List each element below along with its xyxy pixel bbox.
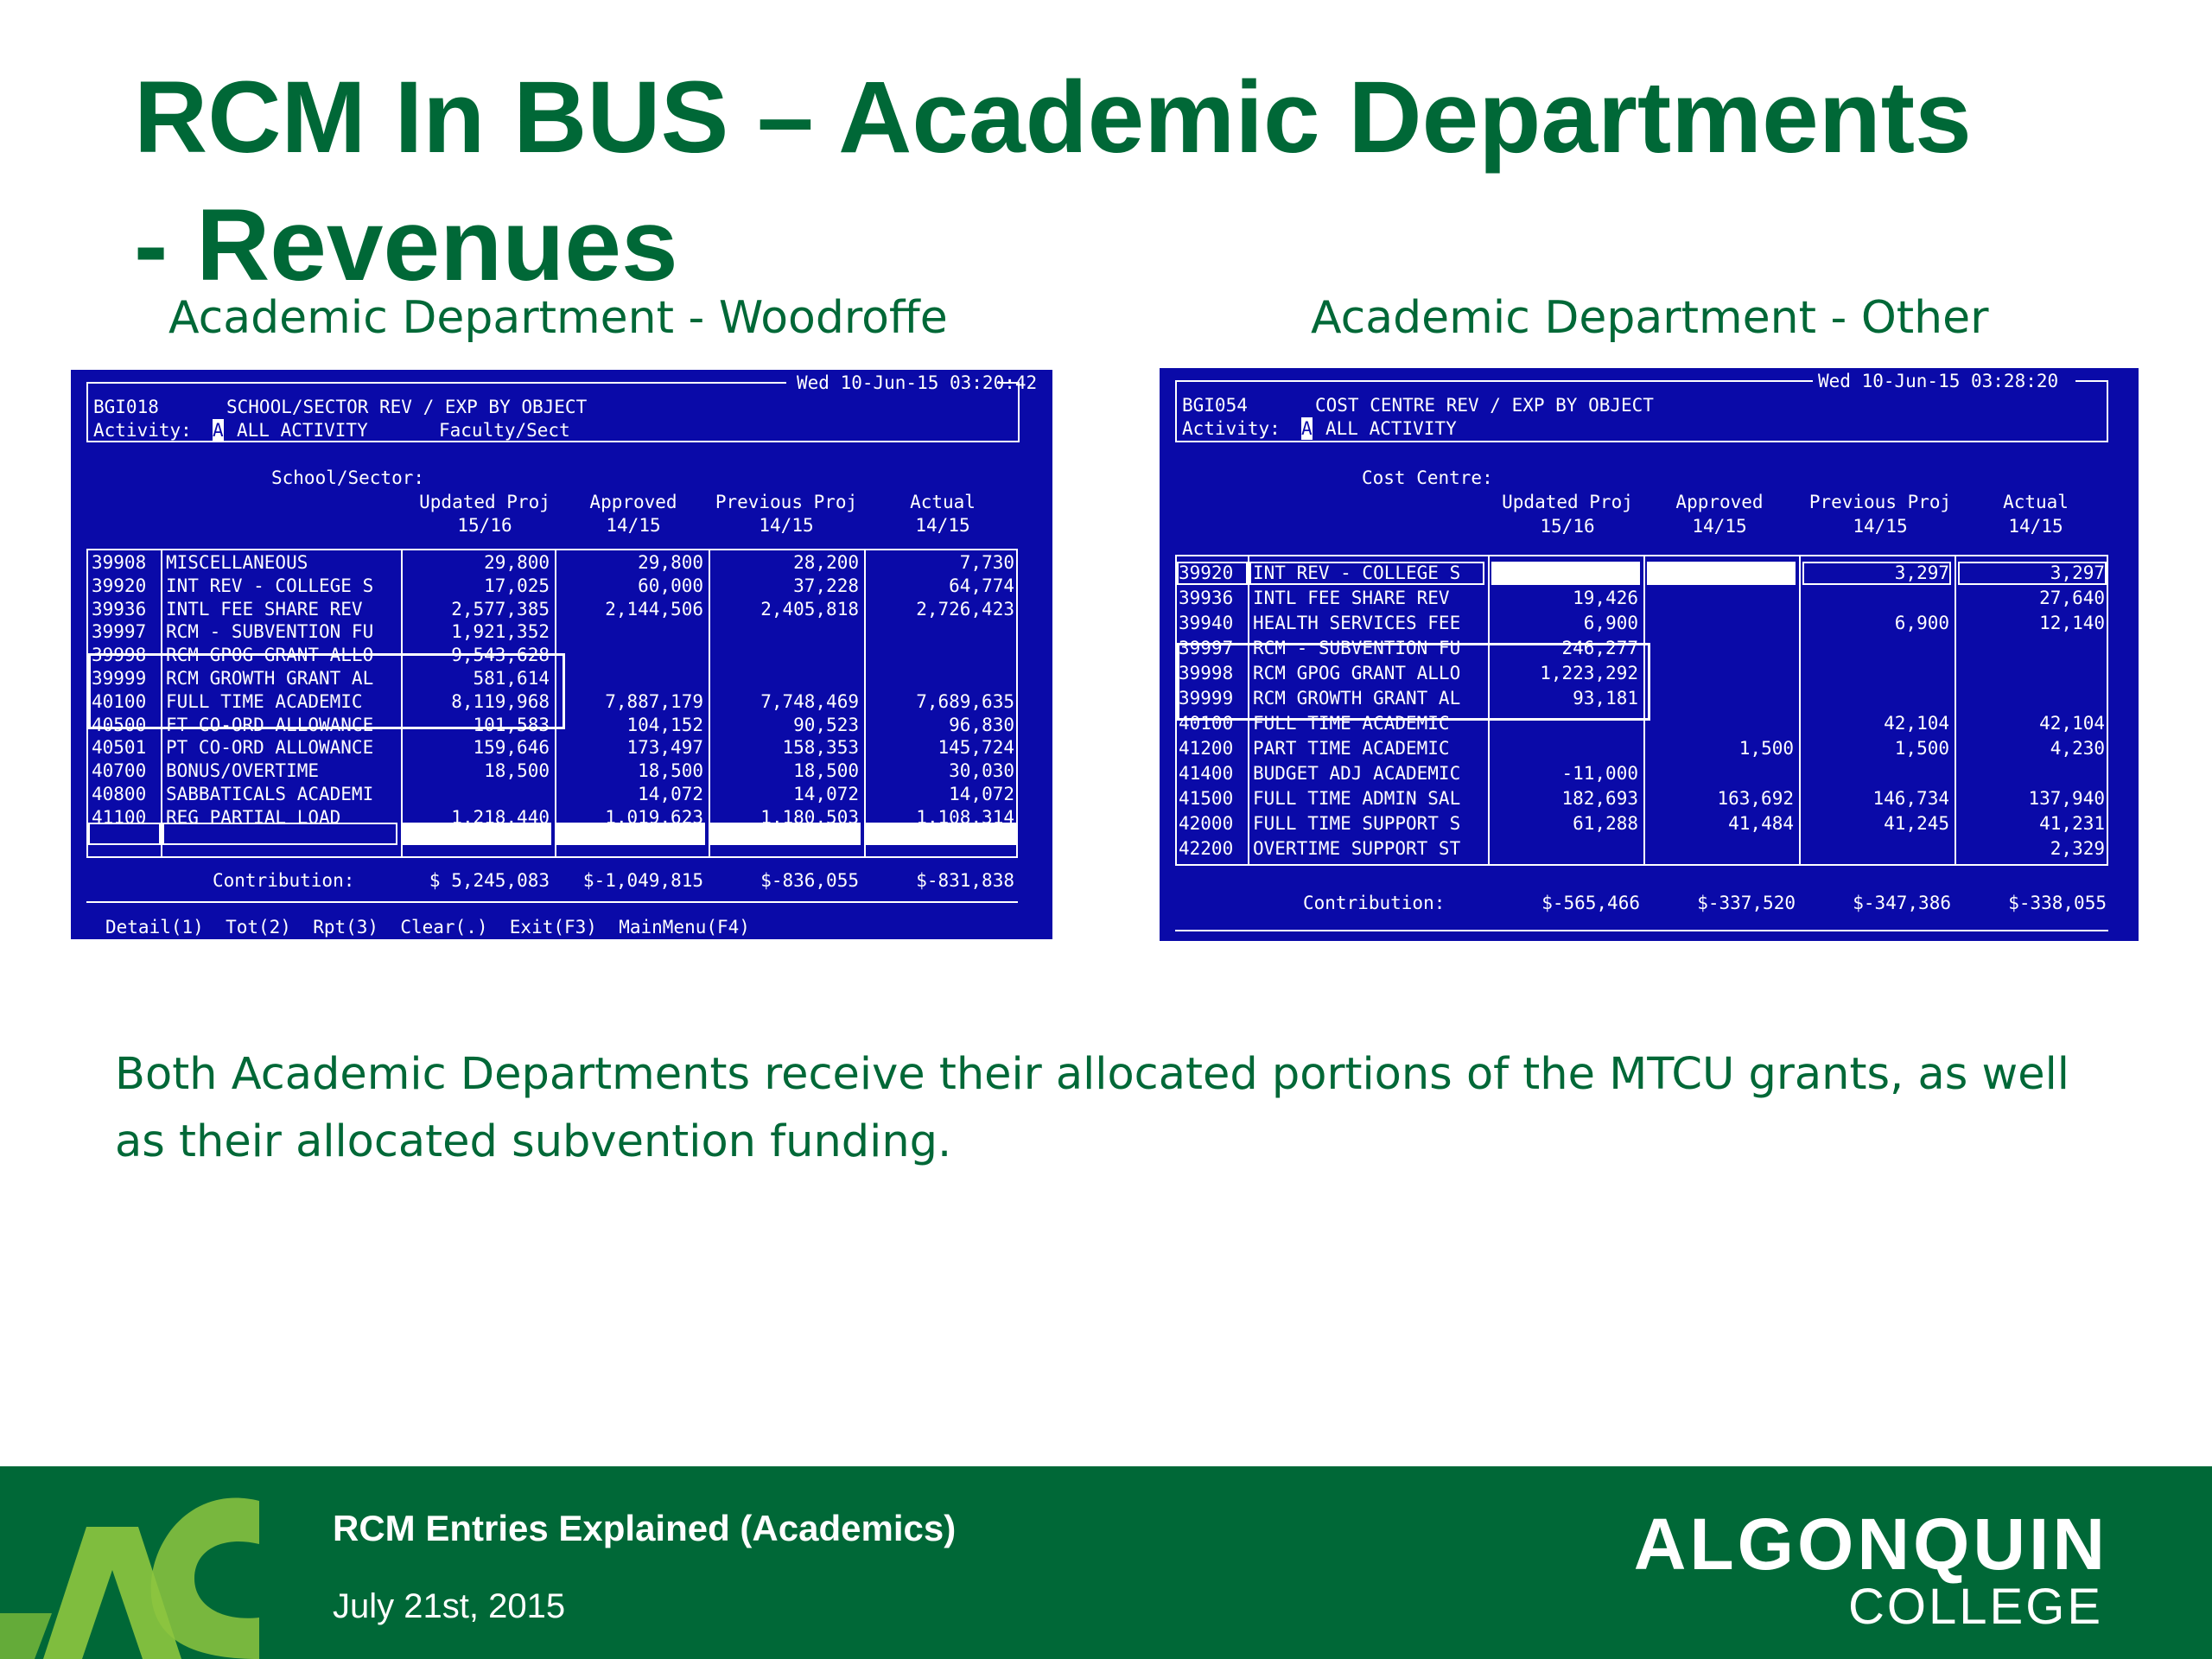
row-value: 101,583 bbox=[473, 714, 550, 735]
row-value: 163,692 bbox=[1717, 788, 1794, 809]
row-description: RCM GPOG GRANT ALLO bbox=[1253, 663, 1461, 683]
row-value: 17,025 bbox=[484, 575, 550, 596]
slide-title-line2: - Revenues bbox=[134, 188, 678, 302]
row-code: 40100 bbox=[92, 690, 147, 712]
row-code: 40100 bbox=[1179, 713, 1234, 734]
row-description: BONUS/OVERTIME bbox=[166, 760, 320, 782]
row-value: 18,500 bbox=[484, 760, 550, 782]
column-header: Previous Proj bbox=[715, 492, 858, 512]
row-value: 18,500 bbox=[638, 760, 703, 782]
row-description: RCM GPOG GRANT ALLO bbox=[166, 645, 374, 666]
body-paragraph: Both Academic Departments receive their allocated portions of the MTCU grants, as well as their allocated subvention funding. bbox=[115, 1049, 2069, 1167]
row-code: 39997 bbox=[1179, 638, 1234, 658]
column-header: 15/16 bbox=[1540, 516, 1595, 537]
row-description: INTL FEE SHARE REV bbox=[166, 598, 363, 620]
row-value: 104,152 bbox=[626, 714, 703, 735]
contribution-label: Contribution: bbox=[213, 870, 355, 891]
screen-datetime: Wed 10-Jun-15 03:28:20 bbox=[1818, 371, 2059, 391]
row-value: 42,104 bbox=[1884, 713, 1949, 734]
row-value: 9,543,628 bbox=[451, 645, 550, 666]
row-value: 1,108,314 bbox=[916, 806, 1014, 828]
column-header: 14/15 bbox=[759, 515, 814, 536]
row-value: 30,030 bbox=[949, 760, 1014, 782]
row-value: 1,218,440 bbox=[451, 806, 550, 828]
row-code: 41100 bbox=[92, 806, 147, 828]
contribution-value: $-337,520 bbox=[1697, 893, 1796, 913]
row-value: 2,329 bbox=[2050, 838, 2105, 859]
contribution-label: Contribution: bbox=[1303, 893, 1446, 913]
row-code: 39920 bbox=[1179, 563, 1234, 583]
contribution-value: $-338,055 bbox=[2008, 893, 2107, 913]
row-value: 18,500 bbox=[793, 760, 859, 782]
footer-title: RCM Entries Explained (Academics) bbox=[333, 1508, 957, 1548]
column-header: Previous Proj bbox=[1808, 492, 1952, 512]
algonquin-college-logo bbox=[1555, 1503, 2108, 1637]
row-code: 40501 bbox=[92, 737, 147, 759]
column-header: Approved bbox=[589, 492, 677, 512]
row-code: 40500 bbox=[92, 714, 147, 735]
row-code: 42000 bbox=[1179, 813, 1234, 834]
row-description: FULL TIME ADMIN SAL bbox=[1253, 788, 1461, 809]
screen-title: COST CENTRE REV / EXP BY OBJECT bbox=[1315, 395, 1654, 416]
row-value: 1,223,292 bbox=[1540, 663, 1638, 683]
row-description: FULL TIME ACADEMIC bbox=[166, 690, 363, 712]
column-header: 14/15 bbox=[2008, 516, 2063, 537]
left-terminal-screenshot bbox=[71, 370, 1052, 939]
row-description: FULL TIME SUPPORT S bbox=[1253, 813, 1461, 834]
row-value: 2,577,385 bbox=[451, 598, 550, 620]
screen-datetime: Wed 10-Jun-15 03:20:42 bbox=[797, 372, 1038, 393]
row-value: 12,140 bbox=[2039, 613, 2105, 633]
footer-date: July 21st, 2015 bbox=[333, 1587, 566, 1625]
row-code: 40800 bbox=[92, 784, 147, 804]
column-header: 15/16 bbox=[457, 515, 512, 536]
row-value: 41,245 bbox=[1884, 813, 1949, 834]
column-header: 14/15 bbox=[606, 515, 661, 536]
row-description: HEALTH SERVICES FEE bbox=[1253, 613, 1461, 633]
column-header: Actual bbox=[910, 492, 976, 512]
row-value: 19,426 bbox=[1573, 588, 1638, 608]
column-header: 14/15 bbox=[915, 515, 970, 536]
row-value: 28,200 bbox=[793, 552, 859, 573]
row-value: 1,019,623 bbox=[605, 806, 703, 828]
row-value: 14,072 bbox=[638, 784, 703, 804]
row-value: 581,614 bbox=[473, 668, 550, 689]
row-description: BUDGET ADJ ACADEMIC bbox=[1253, 763, 1461, 784]
function-keys-bar[interactable]: Detail(1) Tot(2) Rpt(3) Clear(.) Exit(F3) MainMenu(F4) bbox=[105, 917, 750, 938]
row-description: RCM GROWTH GRANT AL bbox=[1253, 688, 1461, 709]
grid-divider bbox=[1799, 555, 1801, 866]
row-value: 61,288 bbox=[1573, 813, 1638, 834]
activity-label: Activity: bbox=[93, 420, 192, 441]
row-code: 41500 bbox=[1179, 788, 1234, 809]
row-value: 29,800 bbox=[638, 552, 703, 573]
row-code: 39999 bbox=[92, 668, 147, 689]
row-value: 7,730 bbox=[959, 552, 1014, 573]
row-value: 29,800 bbox=[484, 552, 550, 573]
contribution-value: $-565,466 bbox=[1541, 893, 1640, 913]
row-value: 2,144,506 bbox=[605, 598, 703, 620]
slide-title bbox=[134, 54, 2121, 309]
row-value: 4,230 bbox=[2050, 738, 2105, 759]
brand-subtitle: COLLEGE bbox=[1848, 1579, 2103, 1635]
footer-rule bbox=[1175, 930, 2108, 931]
slide-title-line1: RCM In BUS – Academic Departments bbox=[134, 60, 1972, 175]
row-code: 39998 bbox=[92, 645, 147, 666]
screen-code: BGI054 bbox=[1182, 395, 1248, 416]
row-value: 60,000 bbox=[638, 575, 703, 596]
row-code: 39936 bbox=[92, 598, 147, 620]
row-value: 182,693 bbox=[1561, 788, 1638, 809]
ac-logo-icon bbox=[0, 1466, 259, 1659]
row-code: 39908 bbox=[92, 552, 147, 573]
row-value: 42,104 bbox=[2039, 713, 2105, 734]
contribution-value: $-1,049,815 bbox=[582, 870, 703, 891]
brand-name: ALGONQUIN bbox=[1633, 1503, 2108, 1585]
footer-rule bbox=[86, 901, 1018, 903]
right-screen-caption: Academic Department - Other bbox=[1311, 292, 1989, 344]
row-code: 39940 bbox=[1179, 613, 1234, 633]
row-code: 42200 bbox=[1179, 838, 1234, 859]
left-screen-caption: Academic Department - Woodroffe bbox=[168, 292, 948, 344]
row-value: 2,405,818 bbox=[760, 598, 859, 620]
row-code: 39936 bbox=[1179, 588, 1234, 608]
row-value: 1,500 bbox=[1894, 738, 1949, 759]
group-label: School/Sector: bbox=[271, 467, 425, 488]
row-value: -11,000 bbox=[1561, 763, 1638, 784]
screen-title: SCHOOL/SECTOR REV / EXP BY OBJECT bbox=[226, 397, 588, 417]
activity-input[interactable]: A bbox=[1301, 418, 1313, 439]
grid-divider bbox=[1955, 555, 1956, 866]
header-frame-top-right bbox=[2075, 380, 2108, 382]
screen-code: BGI018 bbox=[93, 397, 159, 417]
column-header: Updated Proj bbox=[419, 492, 550, 512]
row-description: RCM - SUBVENTION FU bbox=[1253, 638, 1461, 658]
row-value: 27,640 bbox=[2039, 588, 2105, 608]
row-value: 64,774 bbox=[949, 575, 1014, 596]
row-description: RCM GROWTH GRANT AL bbox=[166, 668, 374, 689]
row-value: 6,900 bbox=[1894, 613, 1949, 633]
row-value: 14,072 bbox=[793, 784, 859, 804]
column-header: Updated Proj bbox=[1502, 492, 1633, 512]
column-header: Actual bbox=[2003, 492, 2069, 512]
row-code: 41400 bbox=[1179, 763, 1234, 784]
row-value: 159,646 bbox=[473, 737, 550, 759]
row-description: PT CO-ORD ALLOWANCE bbox=[166, 737, 374, 759]
row-value: 1,500 bbox=[1738, 738, 1794, 759]
activity-input[interactable]: A bbox=[213, 420, 224, 441]
row-description: INTL FEE SHARE REV bbox=[1253, 588, 1450, 608]
row-description: RCM - SUBVENTION FU bbox=[166, 621, 374, 643]
row-value: 6,900 bbox=[1583, 613, 1638, 633]
row-value: 37,228 bbox=[793, 575, 859, 596]
row-value: 1,180,503 bbox=[760, 806, 859, 828]
row-code: 40700 bbox=[92, 760, 147, 782]
row-value: 14,072 bbox=[949, 784, 1014, 804]
row-value: 173,497 bbox=[626, 737, 703, 759]
column-header: 14/15 bbox=[1692, 516, 1747, 537]
row-code: 39997 bbox=[92, 621, 147, 643]
row-value: 2,726,423 bbox=[916, 598, 1014, 620]
footer-bar bbox=[0, 1466, 2212, 1659]
right-terminal-screenshot bbox=[1160, 368, 2139, 941]
row-value: 158,353 bbox=[782, 737, 859, 759]
row-value: 93,181 bbox=[1573, 688, 1638, 709]
row-description: FULL TIME ACADEMIC bbox=[1253, 713, 1450, 734]
row-code: 39998 bbox=[1179, 663, 1234, 683]
column-header: Approved bbox=[1675, 492, 1764, 512]
row-value: 1,921,352 bbox=[451, 621, 550, 643]
activity-extra: Faculty/Sect bbox=[439, 420, 570, 441]
activity-value: ALL ACTIVITY bbox=[1325, 418, 1457, 439]
contribution-value: $-831,838 bbox=[916, 870, 1014, 891]
row-description: OVERTIME SUPPORT ST bbox=[1253, 838, 1461, 859]
activity-label: Activity: bbox=[1182, 418, 1281, 439]
header-frame-top-left bbox=[86, 382, 786, 384]
row-code: 39999 bbox=[1179, 688, 1234, 709]
row-code: 41200 bbox=[1179, 738, 1234, 759]
active-row-field[interactable] bbox=[1491, 562, 1640, 585]
row-value: 146,734 bbox=[1872, 788, 1949, 809]
row-value: 7,689,635 bbox=[916, 690, 1014, 712]
row-code: 39920 bbox=[92, 575, 147, 596]
row-value: 41,484 bbox=[1728, 813, 1794, 834]
row-description: REG PARTIAL LOAD bbox=[166, 806, 341, 828]
row-value: 246,277 bbox=[1561, 638, 1638, 658]
row-value: 96,830 bbox=[949, 714, 1014, 735]
header-frame-top-left bbox=[1175, 380, 1813, 382]
activity-value: ALL ACTIVITY bbox=[237, 420, 368, 441]
row-description: INT REV - COLLEGE S bbox=[166, 575, 374, 596]
row-value: 41,231 bbox=[2039, 813, 2105, 834]
row-value: 3,297 bbox=[2050, 563, 2105, 583]
active-row-field[interactable] bbox=[1647, 562, 1796, 585]
row-value: 8,119,968 bbox=[451, 690, 550, 712]
contribution-value: $ 5,245,083 bbox=[429, 870, 550, 891]
row-value: 137,940 bbox=[2028, 788, 2105, 809]
row-description: MISCELLANEOUS bbox=[166, 552, 308, 573]
row-description: INT REV - COLLEGE S bbox=[1253, 563, 1461, 583]
row-description: SABBATICALS ACADEMI bbox=[166, 784, 374, 804]
contribution-value: $-836,055 bbox=[760, 870, 859, 891]
row-value: 145,724 bbox=[938, 737, 1014, 759]
column-header: 14/15 bbox=[1853, 516, 1908, 537]
row-value: 7,748,469 bbox=[760, 690, 859, 712]
group-label: Cost Centre: bbox=[1362, 467, 1493, 488]
row-description: FT CO-ORD ALLOWANCE bbox=[166, 714, 374, 735]
row-value: 7,887,179 bbox=[605, 690, 703, 712]
row-value: 3,297 bbox=[1894, 563, 1949, 583]
contribution-value: $-347,386 bbox=[1853, 893, 1951, 913]
row-description: PART TIME ACADEMIC bbox=[1253, 738, 1450, 759]
row-value: 90,523 bbox=[793, 714, 859, 735]
